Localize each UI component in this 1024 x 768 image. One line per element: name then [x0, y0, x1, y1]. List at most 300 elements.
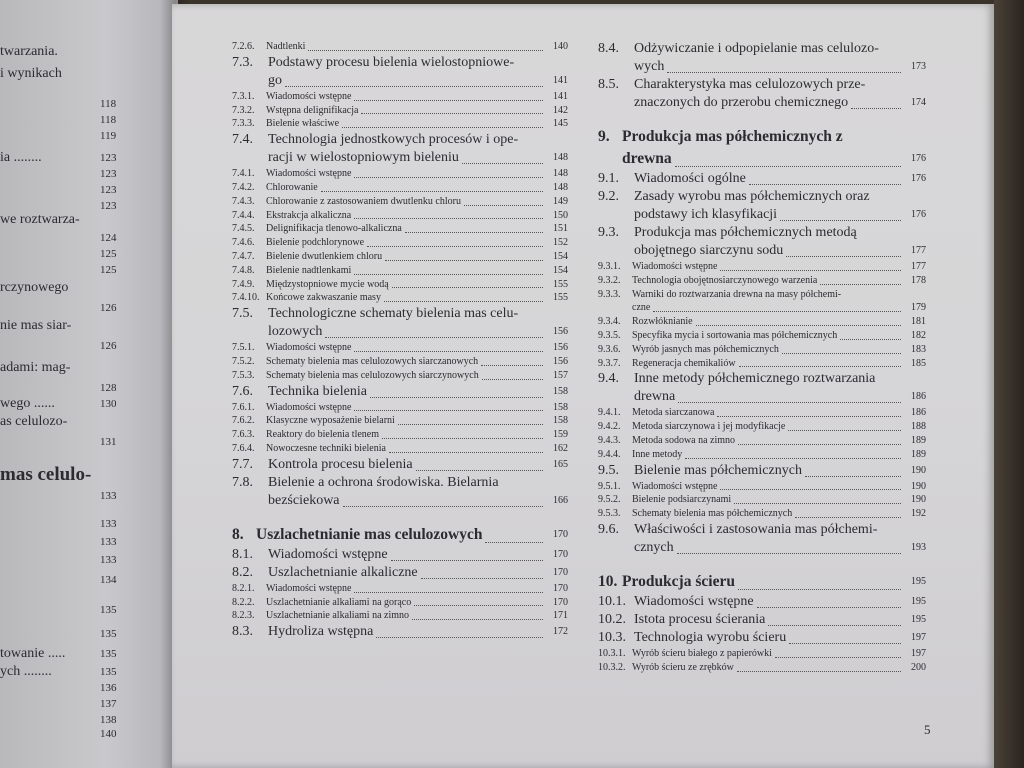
entry-number: 8.2.3.	[232, 610, 255, 622]
entry-title: Technologiczne schematy bielenia mas celu-	[268, 306, 519, 322]
toc-entry	[232, 442, 568, 456]
toc-entry	[232, 564, 568, 582]
entry-title: Wiadomości wstępne	[266, 582, 352, 594]
left-page-number: 125	[100, 264, 117, 276]
entry-title: czne	[632, 302, 651, 314]
entry-number: 7.4.8.	[232, 264, 255, 276]
entry-number: 8.2.	[232, 564, 253, 580]
toc-entry	[232, 596, 568, 610]
dot-leader	[786, 255, 901, 257]
entry-number: 7.4.1.	[232, 168, 255, 180]
entry-page: 155	[553, 292, 568, 304]
toc-entry	[598, 448, 926, 462]
toc-entry	[232, 90, 568, 104]
entry-title: Bielenie dwutlenkiem chloru	[266, 250, 383, 262]
dot-leader	[685, 457, 901, 459]
dot-leader	[788, 429, 901, 431]
entry-number: 9.6.	[598, 521, 619, 537]
entry-title: Międzystopniowe mycie wodą	[266, 278, 389, 290]
toc-entry	[598, 406, 926, 420]
entry-number: 8.2.2.	[232, 596, 255, 608]
toc-entry-line1	[598, 40, 926, 58]
toc-entry	[598, 480, 926, 494]
left-page-number: 118	[100, 114, 117, 126]
entry-number: 10.1.	[598, 593, 626, 609]
left-page-number: 133	[100, 554, 117, 566]
entry-title: Bielenie nadtlenkami	[266, 264, 352, 276]
entry-page: 170	[553, 566, 568, 578]
left-page-number: 123	[100, 168, 117, 180]
entry-title: Zasady wyrobu mas półchemicznych oraz	[634, 189, 870, 204]
toc-entry	[598, 611, 926, 629]
entry-number: 9.4.3.	[598, 434, 621, 446]
toc-entry-line2	[598, 58, 926, 76]
entry-title: Końcowe zakwaszanie masy	[266, 292, 381, 304]
left-page-number: 138	[100, 714, 117, 726]
dot-leader	[354, 409, 543, 411]
left-page-number: 123	[100, 200, 117, 212]
entry-title: podstawy ich klasyfikacji	[634, 207, 778, 222]
left-page-number: 140	[100, 728, 117, 740]
entry-title: Bielenie właściwe	[266, 118, 340, 130]
entry-number: 7.6.1.	[232, 401, 255, 413]
dot-leader	[367, 245, 543, 247]
dot-leader	[482, 378, 543, 380]
toc-entry	[232, 524, 568, 546]
entry-number: 7.8.	[232, 474, 253, 490]
entry-number: 9.3.5.	[598, 329, 621, 341]
entry-number: 7.6.	[232, 383, 253, 399]
dot-leader	[354, 99, 543, 101]
entry-page: 183	[911, 343, 926, 355]
entry-page: 182	[911, 329, 926, 341]
entry-page: 189	[911, 448, 926, 460]
left-page-number: 135	[100, 628, 117, 640]
toc-entry-line2	[232, 492, 568, 510]
toc-entry-line1	[598, 224, 926, 242]
toc-entry	[598, 647, 926, 661]
toc-entry-line1	[598, 188, 926, 206]
dot-leader	[325, 336, 543, 338]
dot-leader	[354, 273, 543, 275]
entry-title: Inne metody półchemicznego roztwarzania	[634, 371, 876, 387]
left-page-number: 126	[100, 302, 117, 314]
toc-entry-line1	[232, 54, 568, 72]
entry-page: 193	[911, 541, 926, 553]
entry-title: wych	[634, 59, 665, 74]
toc-entry	[598, 629, 926, 647]
entry-title: Produkcja mas półchemicznych metodą	[634, 225, 857, 240]
entry-page: 176	[911, 209, 926, 220]
left-page-number: 119	[100, 130, 117, 142]
left-page-text: nie mas siar-	[0, 318, 72, 333]
left-page-text: ych ........	[0, 664, 52, 679]
toc-entry-line2	[232, 149, 568, 167]
toc-entry	[232, 209, 568, 223]
entry-page: 141	[553, 74, 568, 86]
toc-entry	[232, 546, 568, 564]
dot-leader	[851, 107, 901, 109]
left-page-text: ia ........	[0, 150, 42, 165]
toc-entry	[232, 264, 568, 278]
entry-number: 7.4.5.	[232, 223, 255, 235]
entry-page: 190	[911, 464, 926, 476]
entry-number: 9.3.1.	[598, 261, 621, 272]
entry-title: Hydroliza wstępna	[268, 624, 374, 640]
entry-page: 197	[911, 631, 926, 643]
entry-title: Wiadomości wstępne	[266, 168, 352, 180]
toc-entry-line2	[232, 323, 568, 341]
entry-page: 200	[911, 661, 926, 673]
entry-title: Warniki do roztwarzania drewna na masy półchemi-	[632, 288, 842, 300]
dot-leader	[285, 85, 543, 87]
entry-title: go	[268, 72, 282, 88]
dot-leader	[392, 286, 543, 288]
left-page-text: i wynikach	[0, 66, 62, 81]
toc-entry-line1	[232, 305, 568, 323]
section-gap	[598, 557, 926, 571]
entry-number: 10.3.	[598, 629, 626, 645]
dot-leader	[789, 642, 901, 644]
entry-title: Specyfika mycia i sortowania mas półchemicznych	[632, 329, 838, 341]
dot-leader	[382, 437, 543, 439]
toc-entry	[598, 343, 926, 357]
toc-entry	[598, 661, 926, 675]
entry-number: 8.5.	[598, 77, 619, 92]
toc-entry	[598, 507, 926, 521]
entry-page: 159	[553, 429, 568, 441]
dot-leader	[343, 505, 543, 507]
entry-page: 140	[553, 41, 568, 52]
dot-leader	[737, 670, 901, 672]
dot-leader	[820, 283, 901, 285]
left-page-number: 128	[100, 382, 117, 394]
entry-page: 188	[911, 421, 926, 433]
entry-page: 151	[553, 223, 568, 235]
dot-leader	[677, 552, 901, 554]
entry-number: 7.4.10.	[232, 292, 260, 304]
entry-page: 162	[553, 442, 568, 454]
entry-number: 7.5.1.	[232, 342, 255, 354]
entry-number: 9.4.2.	[598, 421, 621, 433]
entry-number: 7.4.2.	[232, 181, 255, 193]
entry-title: Reaktory do bielenia tlenem	[266, 429, 380, 441]
entry-page: 186	[911, 407, 926, 419]
entry-page: 177	[911, 245, 926, 256]
entry-page: 150	[553, 209, 568, 221]
toc-entry	[598, 593, 926, 611]
entry-number: 8.	[232, 525, 244, 543]
left-page-number: 136	[100, 682, 117, 694]
left-facing-page	[0, 0, 178, 768]
entry-page: 189	[911, 434, 926, 446]
entry-number: 10.	[598, 572, 618, 590]
entry-page: 157	[553, 369, 568, 381]
entry-title: Istota procesu ścierania	[634, 611, 766, 627]
toc-entry	[232, 341, 568, 355]
dot-leader	[481, 364, 543, 366]
left-page-text: rczynowego	[0, 280, 69, 295]
entry-page: 165	[553, 458, 568, 470]
entry-page: 148	[553, 168, 568, 180]
entry-title: Schematy bielenia mas celulozowych siarczanowych	[266, 355, 479, 367]
toc-entry-line2	[598, 301, 926, 315]
toc-entry-line1	[598, 521, 926, 539]
left-page-text: we roztwarza-	[0, 212, 80, 227]
dot-leader	[805, 475, 901, 477]
entry-number: 9.3.7.	[598, 357, 621, 369]
entry-number: 7.4.7.	[232, 250, 255, 262]
entry-number: 9.3.2.	[598, 274, 621, 286]
entry-number: 7.3.	[232, 54, 253, 70]
toc-entry	[232, 236, 568, 250]
left-page-number: 125	[100, 248, 117, 260]
left-page-number: 124	[100, 232, 117, 244]
entry-page: 181	[911, 316, 926, 328]
toc-entry	[232, 456, 568, 474]
toc-entry	[232, 181, 568, 195]
toc-entry	[232, 383, 568, 401]
entry-number: 7.2.6.	[232, 41, 255, 52]
left-page-text: towanie .....	[0, 646, 66, 661]
entry-title: Chlorowanie z zastosowaniem dwutlenku chloru	[266, 195, 461, 207]
entry-number: 8.3.	[232, 624, 253, 640]
left-page-text: as celulozo-	[0, 414, 68, 429]
entry-number: 8.2.1.	[232, 582, 255, 594]
toc-entry-line2	[598, 148, 926, 170]
toc-entry	[598, 274, 926, 288]
left-page-number: 133	[100, 490, 117, 502]
entry-title: Wyrób ścieru białego z papierówki	[632, 647, 772, 659]
toc-entry	[598, 357, 926, 371]
entry-page: 192	[911, 508, 926, 520]
entry-number: 10.3.1.	[598, 647, 626, 659]
toc-entry-line2	[232, 72, 568, 90]
toc-entry-line1	[598, 126, 926, 148]
entry-number: 9.3.	[598, 225, 619, 240]
entry-page: 176	[911, 153, 926, 164]
left-page-text: adami: mag-	[0, 360, 71, 375]
entry-number: 9.5.3.	[598, 508, 621, 520]
entry-title: Ekstrakcja alkaliczna	[266, 209, 352, 221]
section-gap	[598, 112, 926, 126]
entry-page: 176	[911, 173, 926, 184]
dot-leader	[734, 502, 901, 504]
toc-entry	[232, 428, 568, 442]
entry-number: 9.3.4.	[598, 316, 621, 328]
entry-title: Wstępna delignifikacja	[266, 104, 359, 116]
toc-entry	[232, 250, 568, 264]
dot-leader	[675, 165, 901, 167]
entry-page: 190	[911, 494, 926, 506]
dot-leader	[840, 338, 901, 340]
left-page-number: 135	[100, 648, 117, 660]
entry-number: 9.5.	[598, 462, 619, 478]
entry-number: 7.4.3.	[232, 195, 255, 207]
toc-entry	[598, 329, 926, 343]
left-page-number: 137	[100, 698, 117, 710]
page-number: 5	[924, 722, 931, 737]
toc-entry	[232, 117, 568, 131]
entry-page: 197	[911, 647, 926, 659]
entry-number: 9.5.1.	[598, 480, 621, 492]
entry-title: lozowych	[268, 324, 323, 340]
toc-entry	[232, 278, 568, 292]
entry-number: 7.5.3.	[232, 369, 255, 381]
dot-leader	[354, 176, 543, 178]
entry-title: Uszlachetnianie alkaliami na zimno	[266, 610, 409, 622]
entry-title: Inne metody	[632, 448, 683, 460]
entry-title: drewna	[634, 389, 676, 405]
dot-leader	[405, 231, 543, 233]
dot-leader	[391, 559, 543, 561]
dot-leader	[384, 300, 543, 302]
entry-number: 10.2.	[598, 611, 626, 627]
entry-number: 7.5.	[232, 306, 253, 322]
entry-page: 195	[911, 575, 926, 587]
entry-number: 9.3.3.	[598, 288, 621, 300]
entry-number: 7.3.3.	[232, 118, 255, 130]
toc-entry	[232, 291, 568, 305]
entry-number: 9.	[598, 128, 610, 145]
dot-leader	[717, 415, 901, 417]
toc-entry	[232, 414, 568, 428]
toc-entry	[598, 462, 926, 480]
entry-page: 156	[553, 355, 568, 367]
entry-number: 8.1.	[232, 546, 253, 562]
left-page-number: 123	[100, 184, 117, 196]
entry-title: Metoda siarczanowa	[632, 407, 715, 419]
entry-title: drewna	[622, 150, 672, 167]
toc-entry	[598, 434, 926, 448]
entry-title: Wiadomości wstępne	[268, 546, 388, 562]
entry-page: 155	[553, 278, 568, 290]
entry-number: 9.3.6.	[598, 343, 621, 355]
entry-title: Chlorowanie	[266, 181, 318, 193]
left-page-text: wego ......	[0, 396, 55, 411]
left-page-text: twarzania.	[0, 44, 58, 59]
toc-entry	[598, 260, 926, 274]
entry-page: 170	[553, 596, 568, 608]
entry-title: cznych	[634, 539, 674, 555]
dot-leader	[361, 112, 543, 114]
dot-leader	[416, 469, 543, 471]
entry-page: 171	[553, 610, 568, 622]
toc-entry	[232, 582, 568, 596]
entry-page: 166	[553, 494, 568, 506]
entry-page: 186	[911, 391, 926, 403]
dot-leader	[738, 588, 901, 590]
dot-leader	[398, 423, 543, 425]
entry-page: 170	[553, 582, 568, 594]
entry-title: Uszlachetnianie mas celulozowych	[256, 525, 483, 543]
entry-page: 190	[911, 480, 926, 492]
entry-title: Bielenie podchlorynowe	[266, 237, 365, 249]
entry-page: 154	[553, 250, 568, 262]
entry-title: Wiadomości wstępne	[266, 90, 352, 102]
entry-number: 7.5.2.	[232, 355, 255, 367]
toc-entry	[232, 623, 568, 641]
entry-number: 9.5.2.	[598, 494, 621, 506]
entry-number: 7.6.4.	[232, 442, 255, 454]
toc-entry-line1	[232, 131, 568, 149]
left-page-number: 123	[100, 152, 117, 164]
dot-leader	[342, 126, 543, 128]
entry-page: 185	[911, 357, 926, 369]
dot-leader	[385, 259, 543, 261]
entry-title: Wiadomości wstępne	[632, 480, 718, 492]
left-page-number: 118	[100, 98, 117, 110]
toc-entry-line1	[598, 76, 926, 94]
dot-leader	[412, 618, 543, 620]
dot-leader	[321, 190, 543, 192]
dot-leader	[720, 488, 901, 490]
entry-number: 7.6.3.	[232, 429, 255, 441]
entry-title: Wyrób jasnych mas półchemicznych	[632, 343, 779, 355]
entry-title: Właściwości i zastosowania mas półchemi-	[634, 521, 878, 537]
entry-page: 158	[553, 401, 568, 413]
entry-title: Nowoczesne techniki bielenia	[266, 442, 386, 454]
dot-leader	[775, 656, 901, 658]
left-page-number: 126	[100, 340, 117, 352]
entry-title: Regeneracja chemikaliów	[632, 357, 736, 369]
entry-page: 148	[553, 181, 568, 193]
entry-page: 156	[553, 326, 568, 338]
dot-leader	[757, 606, 901, 608]
dot-leader	[653, 310, 901, 312]
left-page-number: 135	[100, 666, 117, 678]
entry-title: Rozwłóknianie	[632, 316, 693, 328]
dot-leader	[795, 516, 901, 518]
dot-leader	[376, 636, 543, 638]
toc-entry-line1	[232, 474, 568, 492]
toc-entry	[598, 493, 926, 507]
entry-title: Wiadomości ogólne	[634, 171, 746, 186]
entry-title: Klasyczne wyposażenie bielarni	[266, 415, 395, 427]
entry-page: 148	[553, 152, 568, 164]
left-page-number: 134	[100, 574, 117, 586]
dot-leader	[678, 401, 901, 403]
dot-leader	[696, 324, 901, 326]
entry-title: Wyrób ścieru ze zrębków	[632, 661, 734, 673]
entry-page: 170	[553, 548, 568, 560]
entry-page: 195	[911, 613, 926, 625]
entry-title: Wiadomości wstępne	[266, 342, 352, 354]
toc-entry-line1	[598, 288, 926, 302]
toc-entry-line1	[598, 370, 926, 388]
entry-title: Uszlachetnianie alkaliczne	[268, 564, 418, 580]
entry-number: 7.7.	[232, 456, 253, 472]
entry-title: Schematy bielenia mas półchemicznych	[632, 508, 793, 520]
entry-page: 156	[553, 342, 568, 354]
toc-entry	[232, 222, 568, 236]
entry-number: 7.3.2.	[232, 104, 255, 116]
entry-number: 7.4.9.	[232, 278, 255, 290]
entry-page: 174	[911, 97, 926, 108]
toc-entry-line2	[598, 242, 926, 260]
entry-title: Odżywiczanie i odpopielanie mas celulozo-	[634, 41, 879, 56]
entry-title: racji w wielostopniowym bieleniu	[268, 150, 459, 166]
entry-title: Bielenie mas półchemicznych	[634, 462, 802, 478]
entry-title: Metoda siarczynowa i jej modyfikacje	[632, 421, 786, 433]
toc-entry	[598, 170, 926, 188]
book-edge	[994, 0, 1024, 768]
entry-number: 9.2.	[598, 189, 619, 204]
dot-leader	[414, 604, 543, 606]
entry-title: Bielenie podsiarczynami	[632, 494, 732, 506]
entry-title: Delignifikacja tlenowo-alkaliczna	[266, 223, 402, 235]
entry-title: Technologia obojętnosiarczynowego warzenia	[632, 274, 818, 286]
